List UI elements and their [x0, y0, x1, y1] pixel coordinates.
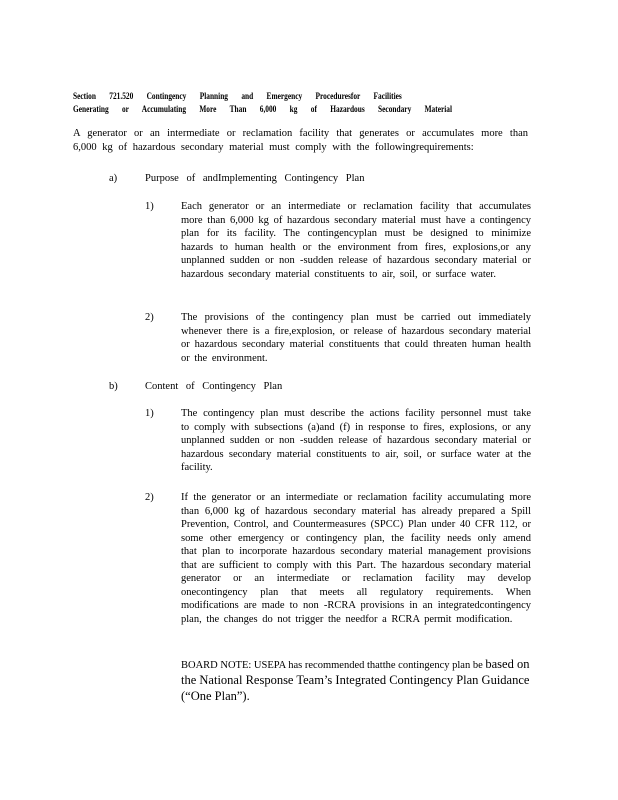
item-number-a1: 1) — [145, 201, 154, 212]
item-text-b1: The contingency plan must describe the actions facility personnel must take to comply with subsections (a)and (f) in response to fires, explosions, or any unplanned sudden or non -sudden release of hazardous secondary material or hazardous secondary material constituents to air, soil, or surface water at the facility. — [181, 408, 531, 473]
item-text-b2: If the generator or an intermediate or reclamation facility accumulating more than 6,000 kg of hazardous secondary material has already prepared a Spill Prevention, Control, and Countermeasures (SPCC) Plan under 40 CFR 112, or some other emergency or contingency plan, the facility needs only amend that plan to incorporate hazardous secondary material management provisions that are sufficient to comply with this Part. The hazardous secondary material generator or an intermediate or reclamation facility may develop onecontingency plan that meets all regulatory requirements. When modifications are made to non -RCRA provisions in an integratedcontingency plan, the changes do not trigger the needfor a RCRA permit modification. — [181, 492, 531, 625]
subsection-label-a: a) — [109, 173, 118, 184]
board-note-text: BOARD NOTE: USEPA has recommended thatthe contingency plan be — [181, 660, 483, 671]
item-number-a2: 2) — [145, 312, 154, 323]
section-heading-line-1: Section 721.520 Contingency Planning and Emergency Proceduresfor Facilities — [73, 91, 402, 101]
subsection-title-a: Purpose of andImplementing Contingency Plan — [145, 173, 365, 184]
item-text-a2: The provisions of the contingency plan must be carried out immediately whenever there is a fire,explosion, or release of hazardous secondary material or hazardous secondary material constituents that could threaten human health or the environment. — [181, 312, 531, 364]
section-heading-line-2: Generating or Accumulating More Than 6,000 kg of Hazardous Secondary Material — [73, 104, 453, 114]
subsection-label-b: b) — [109, 381, 118, 392]
item-text-a1: Each generator or an intermediate or reclamation facility that accumulates more than 6,000 kg of hazardous secondary material must have a contingency plan for its facility. The contingencyplan must be designed to minimize hazards to human health or the environment from fires, explosions,or any unplanned sudden or non -sudden release of hazardous secondary material or hazardous secondary material constituents to air, soil, or surface water. — [181, 201, 531, 280]
intro-paragraph: A generator or an intermediate or reclamation facility that generates or accumulates more than 6,000 kg of hazardous secondary material must comply with the followingrequirements: — [73, 128, 528, 153]
subsection-title-b: Content of Contingency Plan — [145, 381, 283, 392]
board-note-text-continued: based on the National Response Team’s Integrated Contingency Plan Guidance (“One Plan”). — [181, 657, 530, 703]
item-number-b1: 1) — [145, 408, 154, 419]
item-number-b2: 2) — [145, 492, 154, 503]
section-heading — [73, 90, 453, 116]
board-note — [181, 657, 531, 705]
